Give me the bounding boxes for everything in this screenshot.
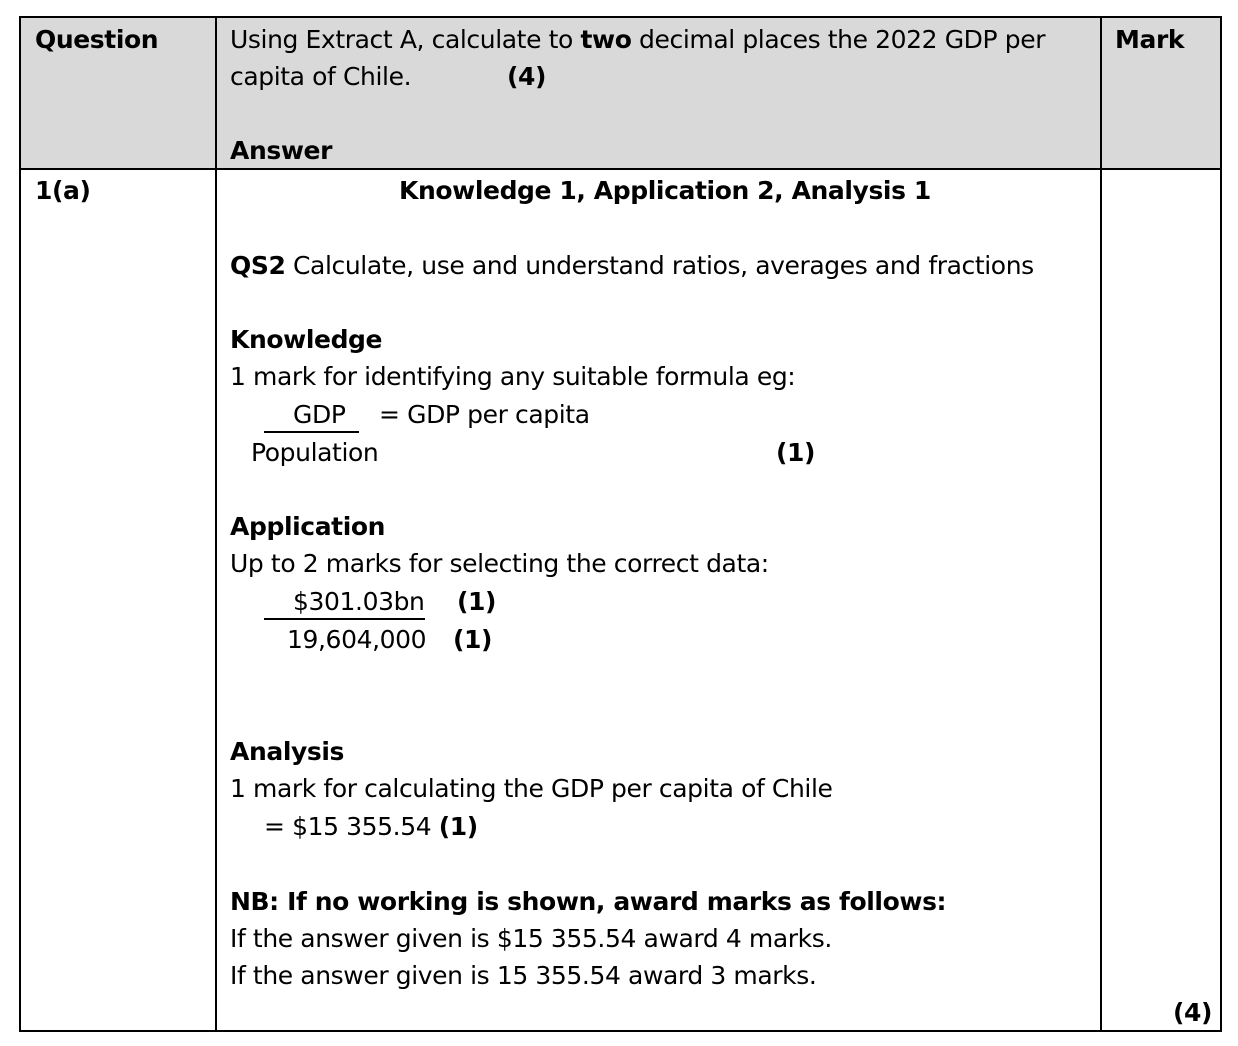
application-denominator-mark: (1) [453,625,493,654]
question-column-header: Question [35,25,159,54]
mark-column-header: Mark [1115,25,1185,54]
qs-code: QS2 [230,251,286,280]
analysis-line1: 1 mark for calculating the GDP per capita of Chile [230,774,833,803]
skills-heading: Knowledge 1, Application 2, Analysis 1 [399,176,931,205]
application-numerator-text [264,586,425,620]
application-heading: Application [230,512,386,541]
knowledge-denominator: Population [251,438,379,467]
nb-line2: If the answer given is 15 355.54 award 3 marks. [230,961,817,990]
knowledge-equals: = GDP per capita [379,400,590,429]
analysis-result-line [264,808,478,845]
question-text-part1: Using Extract A, calculate to [230,25,581,54]
answer-header: Answer [230,136,333,165]
analysis-result-mark: (1) [438,812,478,841]
analysis-heading: Analysis [230,737,345,766]
knowledge-numerator-text [264,399,359,433]
nb-line1: If the answer given is $15 355.54 award 4 marks. [230,924,832,953]
knowledge-line1: 1 mark for identifying any suitable formula eg: [230,362,796,391]
application-line1: Up to 2 marks for selecting the correct data: [230,549,769,578]
row-divider [21,168,1220,170]
question-text-line1 [230,21,1045,58]
application-numerator-value: $301.03bn [293,587,425,616]
question-marks: (4) [507,62,547,91]
qs-text: Calculate, use and understand ratios, averages and fractions [285,251,1034,280]
question-text-bold: two [580,25,632,54]
question-number: 1(a) [35,176,91,205]
analysis-result: = $15 355.54 [264,812,432,841]
application-denominator: 19,604,000 [287,625,427,654]
nb-heading: NB: If no working is shown, award marks as follows: [230,887,947,916]
total-mark: (4) [1173,998,1213,1027]
knowledge-mark: (1) [776,438,816,467]
knowledge-numerator-value: GDP [293,400,346,429]
mark-scheme-table [19,16,1222,1032]
knowledge-numerator [264,396,359,433]
application-numerator-mark: (1) [457,587,497,616]
question-text-line2: capita of Chile. [230,62,412,91]
question-text-part2: decimal places the 2022 GDP per [631,25,1046,54]
application-numerator [264,583,425,620]
knowledge-heading: Knowledge [230,325,383,354]
qs-line [230,247,1034,284]
